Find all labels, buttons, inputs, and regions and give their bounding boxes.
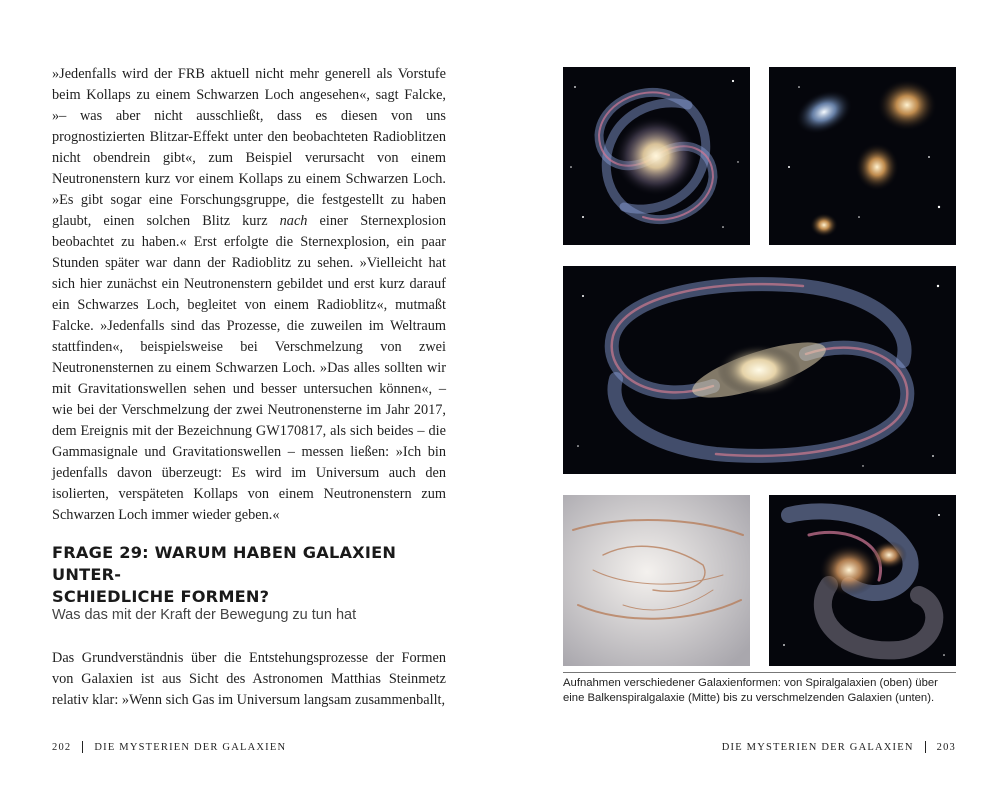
footer-divider — [82, 741, 83, 753]
merging-galaxies-pale-photo — [563, 495, 750, 666]
running-title: DIE MYSTERIEN DER GALAXIEN — [721, 741, 914, 753]
galaxy-group-photo — [769, 67, 956, 245]
interacting-galaxies-photo — [769, 495, 956, 666]
body-paragraph-2 — [52, 648, 446, 711]
footer-divider — [925, 741, 926, 753]
heading-line-2: SCHIEDLICHE FORMEN? — [52, 587, 270, 606]
paragraph-text: »Jedenfalls wird der FRB aktuell nicht mehr generell als Vorstufe beim Kollaps zu einem Schwarzen Loch angesehen«, sagt Falcke, »– was aber nicht ausschließt, dass es diesen von uns prognostizierten Blitzar-Effekt unter den beobachteten Radioblitzen nicht obendrein gibt«, zum Beispiel verursacht von einem Neutronenstern kurz vor einem Kollaps zu einem Schwarzen Loch. »Es gibt sogar eine Forschungsgruppe, die festgestellt zu haben glaubt, einen solchen Blitz kurz — [52, 66, 446, 229]
body-paragraph — [52, 64, 446, 526]
paragraph-text-continued: einer Sternexplosion beobachtet zu haben.« Erst erfolgte die Sternexplosion, ein paar Stunden später war dann der Radioblitz zu sehen. »Vielleicht hat sich hier zunächst ein Neutronenstern gebildet und erst kurz darauf ein Schwarzes Loch, begleitet von einem Radioblitz«, mutmaßt Falcke. »Jedenfalls sind das Prozesse, die zuweilen im Weltraum stattfinden«, beispielsweise bei Verschmelzung von zwei Neutronensternen zu einem Schwarzen Loch. »Das alles sollten wir mit Gravitationswellen sehen und besser untersuchen können«, – wie bei der Verschmelzung der zwei Neutronensterne im Jahr 2017, dem Ereignis mit der Bezeichnung GW170817, als sich beides – die Gammasignale und Gravitationswellen – messen ließen: »Ich bin jedenfalls davon überzeugt: Es wird im Universum auch den isolierten, verspäteten Kollaps von einem Neutronenstern zum Schwarzen Loch immer wieder geben.« — [52, 213, 447, 523]
page-number: 202 — [52, 741, 72, 753]
paragraph-text: Das Grundverständnis über die Entstehungsprozesse der Formen von Galaxien ist aus Sicht des Astronomen Matthias Steinmetz relativ klar: »Wenn sich Gas im Universum langsam zusammenballt, — [52, 650, 446, 708]
barred-spiral-galaxy-photo — [563, 266, 956, 474]
running-title: DIE MYSTERIEN DER GALAXIEN — [94, 741, 287, 753]
page-number: 203 — [936, 741, 956, 753]
image-caption: Aufnahmen verschiedener Galaxienformen: von Spiralgalaxien (oben) über eine Balkenspiralgalaxie (Mitte) bis zu verschmelzenden Galaxien (unten). — [563, 677, 938, 704]
spiral-galaxy-photo — [563, 67, 750, 245]
page-footer — [52, 741, 286, 753]
chapter-question-heading — [52, 542, 452, 608]
right-page — [504, 0, 1008, 804]
heading-line-1: FRAGE 29: WARUM HABEN GALAXIEN UNTER- — [52, 543, 397, 584]
emphasized-word: nach — [279, 213, 308, 229]
page-footer — [722, 741, 956, 753]
caption-divider — [563, 672, 956, 673]
subheading: Was das mit der Kraft der Bewegung zu tun hat — [52, 607, 357, 623]
